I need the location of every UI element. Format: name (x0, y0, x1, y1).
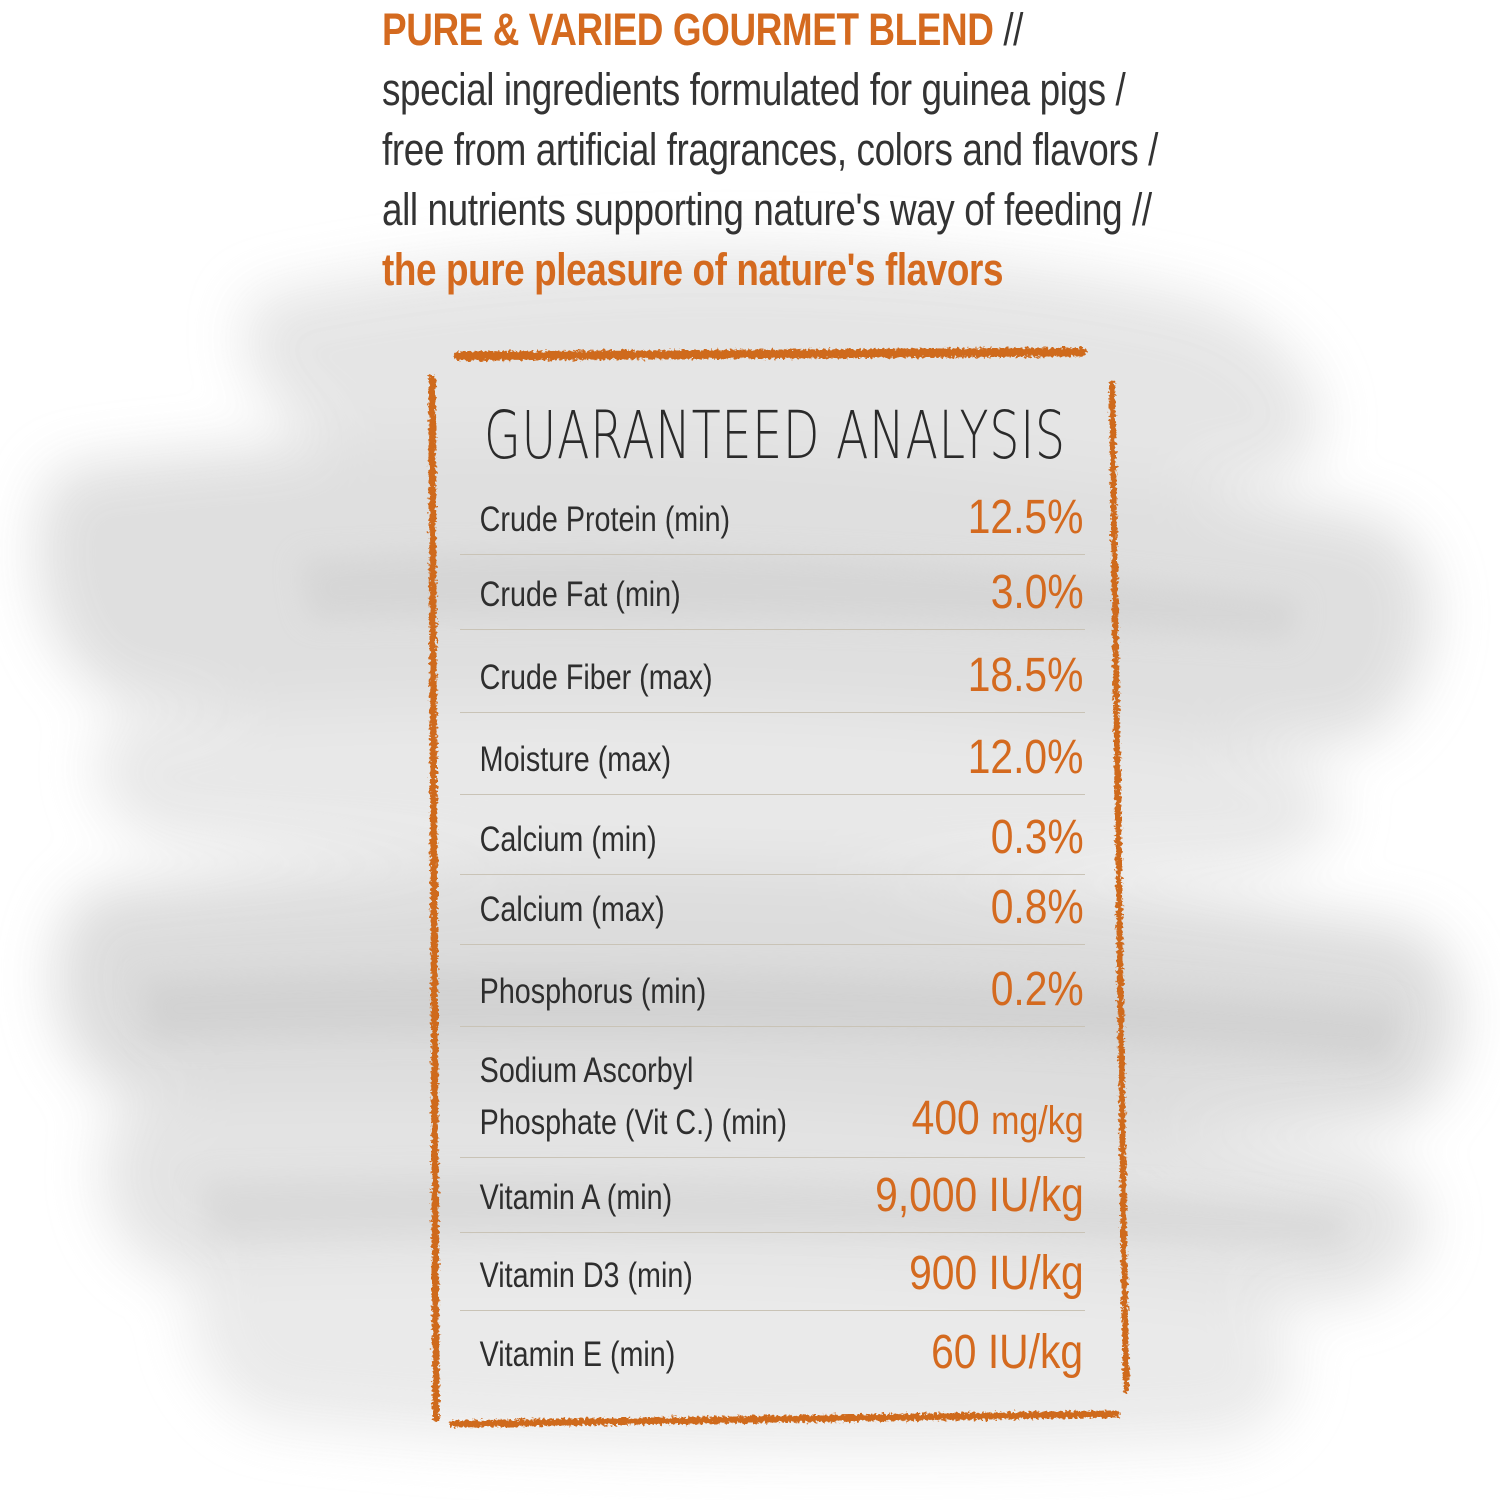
row-value (931, 1323, 1085, 1389)
analysis-row (460, 478, 1085, 555)
analysis-table (460, 478, 1085, 1389)
analysis-row (460, 945, 1085, 1027)
row-value-text: 9,000 IU/kg (874, 1169, 1084, 1222)
row-value-text: 900 IU/kg (908, 1247, 1084, 1300)
analysis-row (460, 795, 1085, 875)
row-label: Crude Fat (min) (479, 575, 681, 614)
row-label: Phosphorus (min) (479, 972, 707, 1011)
analysis-row (460, 555, 1085, 630)
row-value-text: 12.0% (967, 731, 1084, 784)
row-label: Calcium (max) (479, 890, 665, 929)
row-value-text: 60 IU/kg (931, 1326, 1084, 1379)
row-value (968, 488, 1085, 554)
intro-line-3: all nutrients supporting nature's way of feeding // (382, 184, 1152, 235)
analysis-row (460, 1158, 1085, 1233)
tagline: the pure pleasure of nature's flavors (382, 244, 1004, 295)
row-value (990, 878, 1085, 944)
analysis-row (460, 1027, 1085, 1158)
row-label: Crude Protein (min) (479, 500, 731, 539)
row-value (990, 808, 1085, 874)
analysis-row (460, 875, 1085, 945)
row-value (911, 1089, 1085, 1157)
intro-line-2: free from artificial fragrances, colors and flavors / (382, 124, 1159, 175)
row-value (909, 1244, 1085, 1310)
row-value-text: 3.0% (990, 566, 1084, 619)
row-value-unit: mg/kg (990, 1099, 1084, 1143)
headline-suffix: // (993, 4, 1024, 55)
row-label: Vitamin D3 (min) (479, 1256, 693, 1295)
intro-line-1: special ingredients formulated for guinea pigs / (382, 64, 1126, 115)
analysis-title: GUARANTEED ANALYSIS (484, 397, 1066, 474)
row-label: Crude Fiber (max) (479, 658, 713, 697)
analysis-row (460, 1311, 1085, 1389)
row-value-text: 0.8% (990, 881, 1084, 934)
row-label: Sodium Ascorbyl Phosphate (Vit C.) (min) (479, 1051, 787, 1142)
row-value-text: 0.3% (990, 811, 1084, 864)
row-value (990, 563, 1085, 629)
row-value (968, 646, 1085, 712)
row-value-text: 18.5% (967, 649, 1084, 702)
analysis-row (460, 713, 1085, 795)
headline: PURE & VARIED GOURMET BLEND (382, 4, 994, 55)
row-value (990, 960, 1085, 1026)
row-value-text: 400 (911, 1092, 991, 1145)
row-label: Vitamin A (min) (479, 1178, 673, 1217)
row-label: Calcium (min) (479, 820, 657, 859)
row-value (875, 1166, 1085, 1232)
headline-line (382, 0, 1202, 60)
row-value-text: 12.5% (967, 491, 1084, 544)
analysis-row (460, 1233, 1085, 1311)
row-value (968, 728, 1085, 794)
row-label: Vitamin E (min) (479, 1335, 676, 1374)
intro-text (382, 0, 1202, 300)
analysis-row (460, 630, 1085, 713)
row-label: Moisture (max) (479, 740, 672, 779)
row-value-text: 0.2% (990, 963, 1084, 1016)
